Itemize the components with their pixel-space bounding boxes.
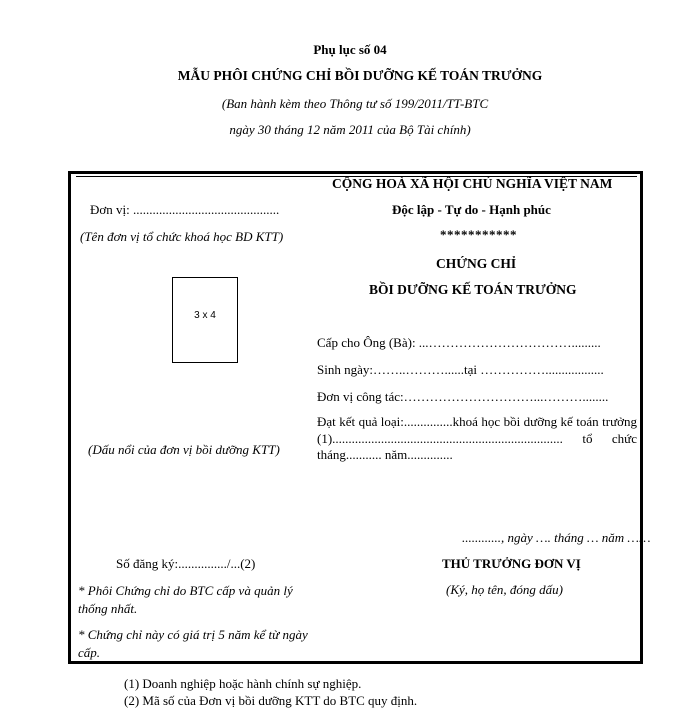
date-line: ............, ngày …. tháng … năm …… xyxy=(462,530,651,545)
head-of-unit-title: THỦ TRƯỞNG ĐƠN VỊ xyxy=(442,556,581,571)
signature-hint: (Ký, họ tên, đóng dấu) xyxy=(446,582,563,597)
certificate-subtitle: BỒI DƯỠNG KẾ TOÁN TRƯỞNG xyxy=(369,282,577,297)
nation-title: CỘNG HOÀ XÃ HỘI CHỦ NGHĨA VIỆT NAM xyxy=(332,176,613,191)
issued-note-line1: (Ban hành kèm theo Thông tư số 199/2011/TT-BTC xyxy=(221,96,489,111)
certificate-title: CHỨNG CHỈ xyxy=(436,256,517,271)
field-birth-date: Sinh ngày:……..………......tại …………….................. xyxy=(317,362,604,377)
field-recipient-name: Cấp cho Ông (Bà): ...……………………………......... xyxy=(317,335,601,350)
stars-divider: *********** xyxy=(440,227,517,242)
registration-number: Số đăng ký:.............../...(2) xyxy=(116,556,256,571)
field-workplace: Đơn vị công tác:…………………………...………........ xyxy=(317,389,609,404)
nation-motto: Độc lập - Tự do - Hạnh phúc xyxy=(392,202,551,217)
appendix-label: Phụ lục số 04 xyxy=(313,42,387,57)
document-title: MẪU PHÔI CHỨNG CHỈ BỒI DƯỠNG KẾ TOÁN TRƯỞNG xyxy=(177,68,543,83)
issued-note-line2: ngày 30 tháng 12 năm 2011 của Bộ Tài chính) xyxy=(229,122,471,137)
note-validity: * Chứng chỉ này có giá trị 5 năm kể từ ngày cấp. xyxy=(78,627,308,660)
footnote-2: (2) Mã số của Đơn vị bồi dưỡng KTT do BTC quy định. xyxy=(124,693,418,708)
unit-line: Đơn vị: ............................................. xyxy=(90,202,280,217)
field-result: Đạt kết quả loại:...............khoá học bồi dưỡng kế toán trưởng (1)....................................................................... tổ chức tháng........... năm.............. xyxy=(317,414,637,462)
photo-size-label: 3 x 4 xyxy=(194,310,216,321)
photo-box xyxy=(172,277,238,363)
unit-hint: (Tên đơn vị tổ chức khoá học BD KTT) xyxy=(80,229,284,244)
seal-hint: (Dấu nổi của đơn vị bồi dưỡng KTT) xyxy=(88,442,280,457)
note-issuance: * Phôi Chứng chỉ do BTC cấp và quản lý thống nhất. xyxy=(78,583,293,616)
footnote-1: (1) Doanh nghiệp hoặc hành chính sự nghiệp. xyxy=(124,676,362,691)
